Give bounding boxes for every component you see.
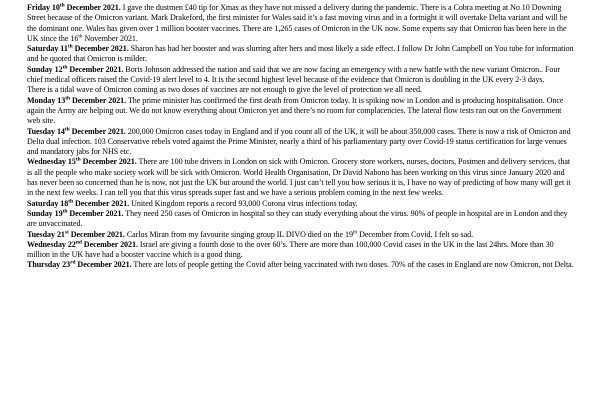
diary-entry — [27, 260, 575, 270]
entry-text: Boris Johnson addressed the nation and said that we are now facing an emergency with a new battle with the new variant Omicron.. Four chief medical officers raised the Covid-19 alert level to 4. It is the second highest level because of the evidence that Omicron is doubling in the UK every 2-3 days. — [27, 64, 560, 85]
entry-date: Tuesday 14th December 2021. — [27, 125, 126, 136]
diary-entry — [27, 199, 575, 209]
entry-text: The prime minister has confirmed the first death from Omicron today. It is spiking now in London and is producing hospitalisation. Once again the Army are helping out. We do not know everything about Omicron yet and there’s no room for complacencies. The lateral flow tests ran out on the Government web site. — [27, 95, 564, 126]
diary-entry — [27, 240, 575, 261]
entry-date: Tuesday 21st December 2021. — [27, 228, 125, 239]
entry-date: Friday 10th December 2021. — [27, 2, 121, 12]
entry-date: Sunday 19th December 2021. — [27, 208, 124, 218]
entry-text: There are 100 tube drivers in London on sick with Omicron. Grocery store workers, nurses, doctors, Postmen and delivery services, that is all the people who make society work will be sick with Omicron. World Health Organisation, Dr David Nabono has been working on this virus since January 2020 and has never been so concerned than he is now, not just the UK but around the world. I just can’t tell you how serious it is, I have no way of predicting of how many will get it in the next few weeks. I can tell you that this virus spreads super fast and we have a serious problem coming in the next few weeks. — [27, 157, 571, 198]
diary-entry — [27, 209, 575, 230]
entry-date: Saturday 11th December 2021. — [27, 43, 129, 54]
entry-date: Saturday 18th December 2021. — [27, 197, 130, 208]
diary-entry — [27, 230, 575, 240]
entry-text: Israel are giving a fourth dose to the over 60’s. There are more than 100,000 Covid cases in the UK in the last 24hrs. More than 30 million in the UK have had a booster vaccine which is a good thing. — [27, 239, 554, 260]
diary-entry — [27, 65, 575, 86]
entry-text: I gave the dustmen £40 tip for Xmas as they have not missed a delivery during the pandemic. There is a Cobra meeting at No 10 Downing Street because of the Omicron variant. Mark Drakeford, the first minister for Wales said it’s a fast moving virus and in a fortnight it will overtake Delta variant and will be the dominant one. Wales has given over 1 million booster vaccines. There are 1,265 cases of Omicron in the UK now. Some experts say that Omicron has been here in the UK since the 16th November 2021. — [27, 3, 568, 43]
entry-date: Thursday 23rd December 2021. — [27, 259, 132, 270]
entry-text: There are lots of people getting the Covid after being vaccinated with two doses. 70% of the cases in England are now Omicron, not Delta. — [131, 260, 574, 270]
entry-text: Sharon has had her booster and was slurring after hers and most likely a side effect. I follow Dr John Campbell on You tube for information and he quoted that Omicron is milder. — [27, 44, 574, 64]
entry-date: Sunday 12th December 2021. — [27, 64, 124, 74]
entry-text: Carlos Miran from my favourite singing group IL DIVO died on the 19th December from Covid. I felt so sad. — [124, 228, 474, 239]
entry-text: United Kingdom reports a record 93,000 Corona virus infections today. — [129, 198, 358, 208]
diary-entry — [27, 44, 575, 65]
entry-text: They need 250 cases of Omicron in hospital so they can study everything about the virus. 90% of people in hospital are in London and they are unvaccinated. — [27, 208, 568, 229]
diary-entry — [27, 127, 575, 158]
entry-date: Monday 13th December 2021. — [27, 95, 127, 105]
entry-date: Wednesday 15th December 2021. — [27, 156, 137, 167]
diary-entry — [27, 3, 575, 44]
entry-text: 200,000 Omicron cases today in England and if you count all of the UK, it will be about 350,000 cases. There is now a risk of Omicron and Delta dual infection. 103 Conservative rebels voted against the Prime Minister, nearly a third of his parliamentary party over Covid-19 status certification for large venues and mandatory jabs for NHS etc. — [27, 126, 571, 157]
diary-entry — [27, 157, 575, 198]
diary-document — [27, 3, 575, 271]
entry-text: There is a tidal wave of Omicron coming as two doses of vaccines are not enough to give the level of protection we all need. — [27, 85, 422, 95]
diary-entry — [27, 96, 575, 127]
entry-date: Wednesday 22nd December 2021. — [27, 239, 138, 249]
diary-entry — [27, 85, 575, 95]
